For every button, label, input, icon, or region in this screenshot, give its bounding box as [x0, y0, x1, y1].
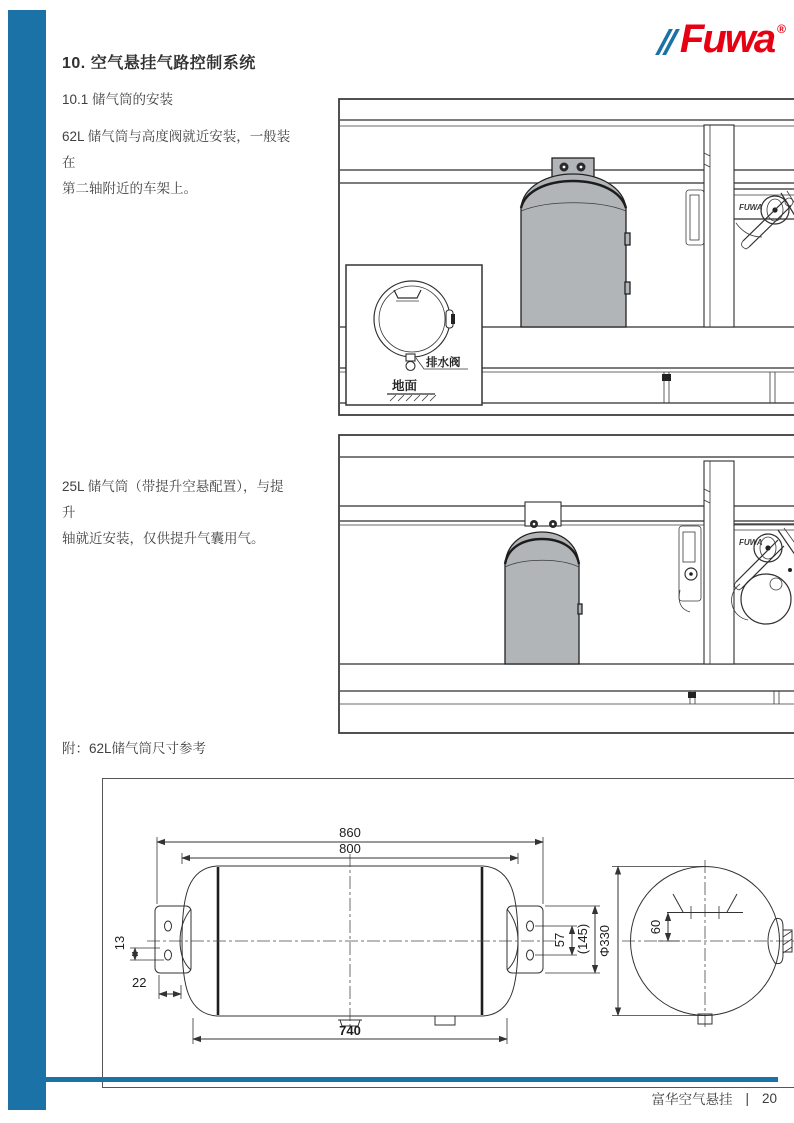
paragraph-25l-line2: 轴就近安装，仅供提升气囊用气。: [62, 530, 265, 546]
footer-rule: [46, 1077, 778, 1082]
dim-tank-length: 800: [339, 841, 361, 856]
diagram-62l-install: [338, 98, 794, 416]
registered-mark-icon: ®: [777, 22, 786, 36]
logo-stripes-icon: [662, 29, 676, 55]
axle-brand-marking: FUWA: [739, 538, 763, 547]
fuwa-logo: [636, 17, 786, 70]
dim-bracket-span: 740: [339, 1023, 361, 1038]
axle-brand-marking: FUWA: [739, 203, 763, 212]
diagram-25l-install: [338, 434, 794, 734]
dim-bracket-height: (145): [575, 923, 590, 955]
paragraph-62l-line2: 第二轴附近的车架上。: [62, 180, 197, 196]
footer-page-number: 20: [761, 1090, 777, 1106]
dim-bracket-depth: 60: [648, 919, 663, 935]
dimension-drawing: [102, 778, 794, 1088]
dim-hole-offset: 13: [112, 935, 127, 951]
paragraph-62l-line1: 62L 储气筒与高度阀就近安装，一般装在: [62, 128, 291, 170]
dim-overall-length: 860: [339, 825, 361, 840]
section-heading: 10.1 储气筒的安装: [62, 92, 174, 107]
footer-separator: |: [745, 1090, 749, 1106]
footer-label: 富华空气悬挂: [651, 1092, 733, 1107]
paragraph-62l-tank: [62, 124, 297, 202]
figure-25l-tank-installation: [338, 434, 794, 734]
drain-valve-label: 排水阀: [426, 357, 461, 369]
dimension-figure-caption: 附：62L储气筒尺寸参考: [62, 741, 207, 756]
dim-bracket-edge: 22: [132, 975, 147, 990]
figure-62l-dimensions: [102, 778, 794, 1088]
logo-wordmark: Fuwa: [679, 17, 775, 61]
left-accent-bar: [8, 10, 46, 1110]
dim-diameter: Φ330: [597, 924, 612, 958]
paragraph-25l-tank: [62, 474, 297, 552]
dim-hole-spacing: 57: [552, 932, 567, 948]
paragraph-25l-line1: 25L 储气筒（带提升空悬配置），与提升: [62, 478, 284, 520]
tank-end-inset: [346, 265, 482, 405]
page-footer: [651, 1088, 777, 1108]
figure-62l-tank-installation: [338, 98, 794, 416]
ground-label: 地面: [392, 379, 418, 393]
page-title: 10. 空气悬挂气路控制系统: [62, 55, 256, 72]
drain-valve: [406, 354, 415, 371]
